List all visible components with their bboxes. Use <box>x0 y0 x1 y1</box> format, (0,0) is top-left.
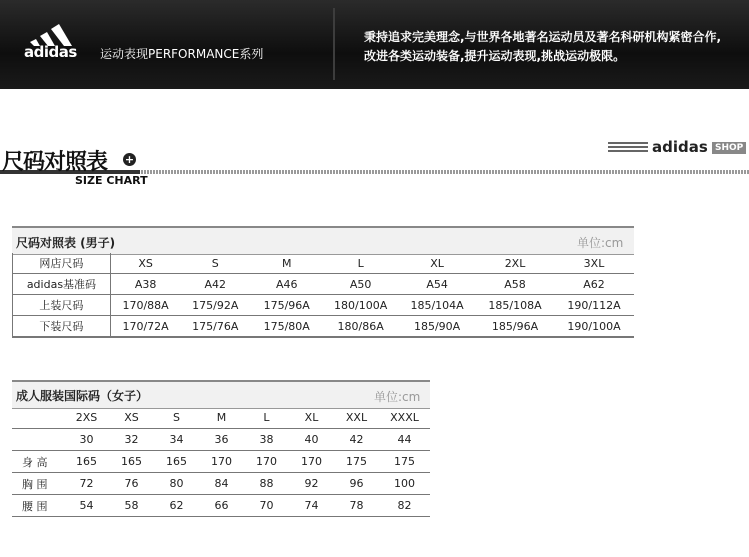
size-cell: 66 <box>199 495 244 517</box>
women-table-row <box>12 473 430 495</box>
row-label-cell: 身 高 <box>12 451 64 473</box>
shop-tag[interactable]: SHOP <box>712 142 746 154</box>
size-cell: 190/112A <box>554 295 634 316</box>
size-cell: 74 <box>289 495 334 517</box>
size-cell: 175/96A <box>250 295 323 316</box>
slogan-line-2: 改进各类运动装备,提升运动表现,挑战运动极限。 <box>364 49 626 63</box>
size-cell: 180/86A <box>323 316 398 338</box>
size-cell: S <box>154 407 199 429</box>
size-cell: M <box>250 253 323 274</box>
size-cell: 40 <box>289 429 334 451</box>
men-table-row <box>13 274 635 295</box>
size-cell: 170/72A <box>110 316 180 338</box>
size-cell: 76 <box>109 473 154 495</box>
size-cell: 185/96A <box>476 316 554 338</box>
size-cell: 170/88A <box>110 295 180 316</box>
row-label-cell: 上装尺码 <box>13 295 111 316</box>
series-title: 运动表现PERFORMANCE系列 <box>100 47 264 61</box>
men-table-row <box>13 316 635 338</box>
size-cell: A54 <box>398 274 476 295</box>
size-cell: A58 <box>476 274 554 295</box>
size-cell: 100 <box>379 473 430 495</box>
men-unit-label: 单位:cm <box>577 236 624 250</box>
men-table-row <box>13 253 635 274</box>
size-cell: 185/104A <box>398 295 476 316</box>
size-cell: M <box>199 407 244 429</box>
size-cell: 170 <box>199 451 244 473</box>
banner-divider <box>333 8 335 80</box>
size-cell: 165 <box>64 451 109 473</box>
women-table-row <box>12 429 430 451</box>
size-cell: 92 <box>289 473 334 495</box>
size-cell: 175 <box>334 451 379 473</box>
size-cell: 165 <box>154 451 199 473</box>
adidas-shop-logo[interactable]: adidas <box>652 138 708 156</box>
row-label-cell: 下装尺码 <box>13 316 111 338</box>
size-cell: 84 <box>199 473 244 495</box>
page-subtitle: SIZE CHART <box>75 174 148 187</box>
size-cell: 170 <box>244 451 289 473</box>
size-cell: 34 <box>154 429 199 451</box>
slogan-line-1: 秉持追求完美理念,与世界各地著名运动员及著名科研机构紧密合作, <box>364 30 722 44</box>
size-cell: XS <box>109 407 154 429</box>
size-cell: 175/92A <box>180 295 250 316</box>
page-title: 尺码对照表 <box>2 150 108 175</box>
size-cell: 3XL <box>554 253 634 274</box>
women-table-header <box>12 380 430 409</box>
size-cell: XXXL <box>379 407 430 429</box>
size-cell: 2XS <box>64 407 109 429</box>
women-table-row <box>12 407 430 429</box>
adidas-logo-text: adidas <box>24 43 77 61</box>
size-cell: 82 <box>379 495 430 517</box>
row-label-cell: 腰 围 <box>12 495 64 517</box>
top-banner <box>0 0 749 89</box>
size-cell: 54 <box>64 495 109 517</box>
women-table-row <box>12 451 430 473</box>
women-size-table <box>12 407 430 517</box>
size-cell: 62 <box>154 495 199 517</box>
size-cell: 190/100A <box>554 316 634 338</box>
size-cell: 175 <box>379 451 430 473</box>
size-cell: 58 <box>109 495 154 517</box>
row-label-cell <box>12 407 64 429</box>
size-cell: 88 <box>244 473 289 495</box>
row-label-cell: 胸 围 <box>12 473 64 495</box>
women-unit-label: 单位:cm <box>374 390 421 404</box>
size-cell: L <box>244 407 289 429</box>
row-label-cell: 网店尺码 <box>13 253 111 274</box>
row-label-cell: adidas基准码 <box>13 274 111 295</box>
men-table-title: 尺码对照表 (男子) <box>16 236 116 250</box>
size-cell: 185/90A <box>398 316 476 338</box>
size-cell: XL <box>398 253 476 274</box>
brand-slogan <box>364 28 721 66</box>
size-cell: L <box>323 253 398 274</box>
size-cell: 70 <box>244 495 289 517</box>
size-cell: 72 <box>64 473 109 495</box>
size-cell: 170 <box>289 451 334 473</box>
size-cell: 175/80A <box>250 316 323 338</box>
men-size-table <box>12 253 634 338</box>
men-table-header <box>12 226 634 255</box>
size-cell: 42 <box>334 429 379 451</box>
size-cell: 80 <box>154 473 199 495</box>
size-cell: XXL <box>334 407 379 429</box>
size-cell: 185/108A <box>476 295 554 316</box>
size-cell: 165 <box>109 451 154 473</box>
size-cell: XL <box>289 407 334 429</box>
row-label-cell <box>12 429 64 451</box>
size-cell: 2XL <box>476 253 554 274</box>
size-cell: A46 <box>250 274 323 295</box>
women-table-title: 成人服装国际码（女子） <box>16 389 149 403</box>
size-cell: 32 <box>109 429 154 451</box>
size-cell: 38 <box>244 429 289 451</box>
size-cell: A50 <box>323 274 398 295</box>
size-cell: 96 <box>334 473 379 495</box>
size-cell: A62 <box>554 274 634 295</box>
plus-icon: + <box>124 153 135 166</box>
size-cell: 78 <box>334 495 379 517</box>
size-cell: 180/100A <box>323 295 398 316</box>
size-cell: XS <box>110 253 180 274</box>
men-table-row <box>13 295 635 316</box>
women-table-row <box>12 495 430 517</box>
size-cell: 36 <box>199 429 244 451</box>
size-cell: A42 <box>180 274 250 295</box>
size-cell: A38 <box>110 274 180 295</box>
size-cell: 175/76A <box>180 316 250 338</box>
size-cell: 30 <box>64 429 109 451</box>
size-cell: 44 <box>379 429 430 451</box>
size-cell: S <box>180 253 250 274</box>
